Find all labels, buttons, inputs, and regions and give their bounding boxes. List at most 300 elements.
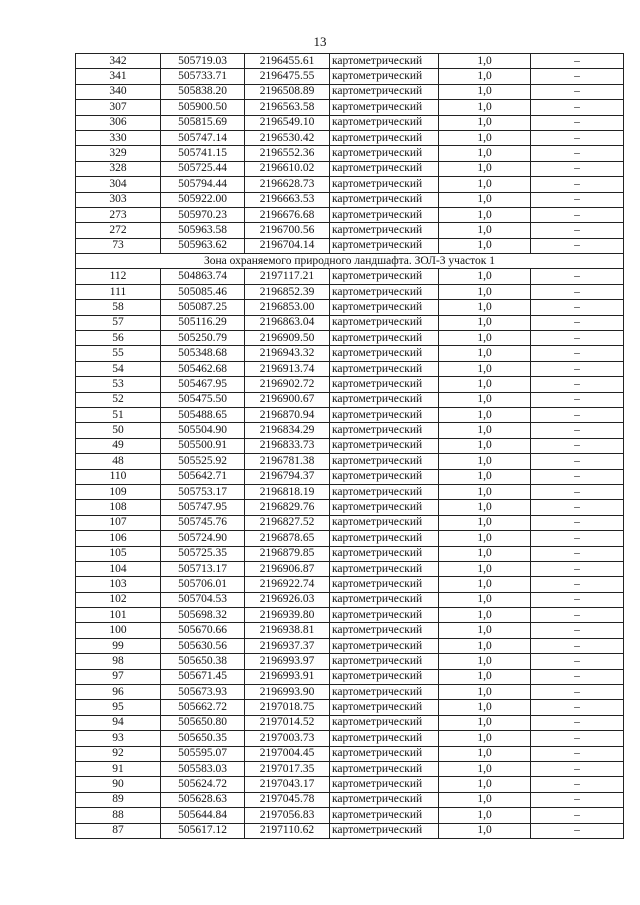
- accuracy-cell: 1,0: [439, 623, 531, 638]
- coord-y-cell: 2197003.73: [245, 731, 330, 746]
- coord-x-cell: 505348.68: [161, 346, 245, 361]
- method-cell: картометрический: [330, 300, 439, 315]
- point-number-cell: 96: [76, 685, 161, 700]
- coord-y-cell: 2196704.14: [245, 238, 330, 253]
- point-number-cell: 52: [76, 392, 161, 407]
- method-cell: картометрический: [330, 331, 439, 346]
- method-cell: картометрический: [330, 654, 439, 669]
- coord-x-cell: 505504.90: [161, 423, 245, 438]
- point-number-cell: 48: [76, 454, 161, 469]
- accuracy-cell: 1,0: [439, 561, 531, 576]
- coord-y-cell: 2196870.94: [245, 407, 330, 422]
- accuracy-cell: 1,0: [439, 84, 531, 99]
- method-cell: картометрический: [330, 561, 439, 576]
- table-row: [76, 238, 624, 253]
- table-row: [76, 223, 624, 238]
- coord-x-cell: 505630.56: [161, 638, 245, 653]
- note-cell: –: [531, 500, 624, 515]
- coord-y-cell: 2196628.73: [245, 177, 330, 192]
- point-number-cell: 73: [76, 238, 161, 253]
- point-number-cell: 306: [76, 115, 161, 130]
- method-cell: картометрический: [330, 284, 439, 299]
- method-cell: картометрический: [330, 546, 439, 561]
- accuracy-cell: 1,0: [439, 115, 531, 130]
- note-cell: –: [531, 54, 624, 69]
- accuracy-cell: 1,0: [439, 777, 531, 792]
- coord-x-cell: 505725.44: [161, 161, 245, 176]
- coord-y-cell: 2197014.52: [245, 715, 330, 730]
- table-row: [76, 284, 624, 299]
- accuracy-cell: 1,0: [439, 177, 531, 192]
- point-number-cell: 303: [76, 192, 161, 207]
- accuracy-cell: 1,0: [439, 592, 531, 607]
- point-number-cell: 56: [76, 331, 161, 346]
- point-number-cell: 91: [76, 761, 161, 776]
- coord-y-cell: 2196563.58: [245, 100, 330, 115]
- table-row: [76, 700, 624, 715]
- method-cell: картометрический: [330, 192, 439, 207]
- coord-x-cell: 505747.95: [161, 500, 245, 515]
- accuracy-cell: 1,0: [439, 269, 531, 284]
- coord-y-cell: 2196676.68: [245, 207, 330, 222]
- coord-x-cell: 505671.45: [161, 669, 245, 684]
- method-cell: картометрический: [330, 84, 439, 99]
- method-cell: картометрический: [330, 531, 439, 546]
- table-row: [76, 146, 624, 161]
- accuracy-cell: 1,0: [439, 346, 531, 361]
- note-cell: –: [531, 623, 624, 638]
- point-number-cell: 93: [76, 731, 161, 746]
- coord-y-cell: 2197004.45: [245, 746, 330, 761]
- table-row: [76, 731, 624, 746]
- note-cell: –: [531, 100, 624, 115]
- coord-y-cell: 2196853.00: [245, 300, 330, 315]
- note-cell: –: [531, 407, 624, 422]
- point-number-cell: 90: [76, 777, 161, 792]
- note-cell: –: [531, 731, 624, 746]
- note-cell: –: [531, 761, 624, 776]
- table-row: [76, 777, 624, 792]
- accuracy-cell: 1,0: [439, 100, 531, 115]
- point-number-cell: 272: [76, 223, 161, 238]
- note-cell: –: [531, 192, 624, 207]
- table-row: [76, 192, 624, 207]
- coord-x-cell: 505725.35: [161, 546, 245, 561]
- method-cell: картометрический: [330, 438, 439, 453]
- method-cell: картометрический: [330, 746, 439, 761]
- point-number-cell: 107: [76, 515, 161, 530]
- accuracy-cell: 1,0: [439, 315, 531, 330]
- note-cell: –: [531, 808, 624, 823]
- coord-x-cell: 505794.44: [161, 177, 245, 192]
- accuracy-cell: 1,0: [439, 207, 531, 222]
- accuracy-cell: 1,0: [439, 700, 531, 715]
- note-cell: –: [531, 515, 624, 530]
- accuracy-cell: 1,0: [439, 669, 531, 684]
- coord-y-cell: 2197117.21: [245, 269, 330, 284]
- note-cell: –: [531, 69, 624, 84]
- coord-y-cell: 2196455.61: [245, 54, 330, 69]
- point-number-cell: 328: [76, 161, 161, 176]
- coord-y-cell: 2197018.75: [245, 700, 330, 715]
- point-number-cell: 103: [76, 577, 161, 592]
- point-number-cell: 53: [76, 377, 161, 392]
- point-number-cell: 58: [76, 300, 161, 315]
- table-row: [76, 623, 624, 638]
- coord-y-cell: 2196900.67: [245, 392, 330, 407]
- note-cell: –: [531, 608, 624, 623]
- method-cell: картометрический: [330, 392, 439, 407]
- coord-y-cell: 2196852.39: [245, 284, 330, 299]
- coord-x-cell: 505724.90: [161, 531, 245, 546]
- note-cell: –: [531, 777, 624, 792]
- coord-y-cell: 2196663.53: [245, 192, 330, 207]
- table-row: [76, 423, 624, 438]
- table-row: [76, 669, 624, 684]
- point-number-cell: 51: [76, 407, 161, 422]
- table-row: [76, 685, 624, 700]
- coord-y-cell: 2196794.37: [245, 469, 330, 484]
- coord-x-cell: 505525.92: [161, 454, 245, 469]
- point-number-cell: 94: [76, 715, 161, 730]
- coord-x-cell: 505970.23: [161, 207, 245, 222]
- table-row: [76, 100, 624, 115]
- note-cell: –: [531, 438, 624, 453]
- accuracy-cell: 1,0: [439, 715, 531, 730]
- point-number-cell: 342: [76, 54, 161, 69]
- coord-x-cell: 505922.00: [161, 192, 245, 207]
- point-number-cell: 307: [76, 100, 161, 115]
- accuracy-cell: 1,0: [439, 238, 531, 253]
- coord-x-cell: 505733.71: [161, 69, 245, 84]
- coord-x-cell: 505644.84: [161, 808, 245, 823]
- method-cell: картометрический: [330, 407, 439, 422]
- point-number-cell: 304: [76, 177, 161, 192]
- method-cell: картометрический: [330, 361, 439, 376]
- point-number-cell: 102: [76, 592, 161, 607]
- accuracy-cell: 1,0: [439, 361, 531, 376]
- accuracy-cell: 1,0: [439, 823, 531, 838]
- method-cell: картометрический: [330, 454, 439, 469]
- point-number-cell: 95: [76, 700, 161, 715]
- table-row: [76, 715, 624, 730]
- note-cell: –: [531, 284, 624, 299]
- coord-y-cell: 2196939.80: [245, 608, 330, 623]
- point-number-cell: 49: [76, 438, 161, 453]
- method-cell: картометрический: [330, 608, 439, 623]
- note-cell: –: [531, 592, 624, 607]
- method-cell: картометрический: [330, 346, 439, 361]
- coordinates-table-body: [76, 54, 624, 839]
- coord-x-cell: 505713.17: [161, 561, 245, 576]
- coord-x-cell: 505617.12: [161, 823, 245, 838]
- method-cell: картометрический: [330, 500, 439, 515]
- method-cell: картометрический: [330, 130, 439, 145]
- point-number-cell: 54: [76, 361, 161, 376]
- table-row: [76, 469, 624, 484]
- method-cell: картометрический: [330, 223, 439, 238]
- coord-x-cell: 505650.38: [161, 654, 245, 669]
- page-number: 13: [313, 34, 327, 49]
- coord-y-cell: 2197017.35: [245, 761, 330, 776]
- accuracy-cell: 1,0: [439, 792, 531, 807]
- table-row: [76, 438, 624, 453]
- coord-y-cell: 2196937.37: [245, 638, 330, 653]
- point-number-cell: 112: [76, 269, 161, 284]
- coord-y-cell: 2196879.85: [245, 546, 330, 561]
- coord-y-cell: 2196508.89: [245, 84, 330, 99]
- note-cell: –: [531, 269, 624, 284]
- note-cell: –: [531, 715, 624, 730]
- note-cell: –: [531, 115, 624, 130]
- coord-x-cell: 505698.32: [161, 608, 245, 623]
- coord-x-cell: 505838.20: [161, 84, 245, 99]
- table-row: [76, 654, 624, 669]
- table-row: [76, 346, 624, 361]
- coord-y-cell: 2196475.55: [245, 69, 330, 84]
- note-cell: –: [531, 331, 624, 346]
- note-cell: –: [531, 238, 624, 253]
- coord-y-cell: 2196610.02: [245, 161, 330, 176]
- section-title: Зона охраняемого природного ландшафта. ЗОЛ-3 участок 1: [76, 254, 624, 269]
- coord-x-cell: 505673.93: [161, 685, 245, 700]
- accuracy-cell: 1,0: [439, 192, 531, 207]
- coord-y-cell: 2196834.29: [245, 423, 330, 438]
- coordinates-table: [75, 53, 624, 839]
- coord-x-cell: 505745.76: [161, 515, 245, 530]
- coord-x-cell: 504863.74: [161, 269, 245, 284]
- accuracy-cell: 1,0: [439, 331, 531, 346]
- accuracy-cell: 1,0: [439, 484, 531, 499]
- note-cell: –: [531, 315, 624, 330]
- method-cell: картометрический: [330, 777, 439, 792]
- coord-x-cell: 505085.46: [161, 284, 245, 299]
- table-row: [76, 161, 624, 176]
- point-number-cell: 109: [76, 484, 161, 499]
- point-number-cell: 105: [76, 546, 161, 561]
- coord-y-cell: 2196993.91: [245, 669, 330, 684]
- note-cell: –: [531, 146, 624, 161]
- coord-y-cell: 2196552.36: [245, 146, 330, 161]
- note-cell: –: [531, 454, 624, 469]
- table-row: [76, 361, 624, 376]
- coord-x-cell: 505488.65: [161, 407, 245, 422]
- coord-x-cell: 505650.80: [161, 715, 245, 730]
- coord-y-cell: 2197043.17: [245, 777, 330, 792]
- note-cell: –: [531, 823, 624, 838]
- coord-x-cell: 505704.53: [161, 592, 245, 607]
- method-cell: картометрический: [330, 731, 439, 746]
- accuracy-cell: 1,0: [439, 300, 531, 315]
- method-cell: картометрический: [330, 823, 439, 838]
- method-cell: картометрический: [330, 207, 439, 222]
- accuracy-cell: 1,0: [439, 746, 531, 761]
- accuracy-cell: 1,0: [439, 531, 531, 546]
- note-cell: –: [531, 177, 624, 192]
- note-cell: –: [531, 700, 624, 715]
- table-row: [76, 561, 624, 576]
- coord-y-cell: 2197045.78: [245, 792, 330, 807]
- table-row: [76, 746, 624, 761]
- table-row: [76, 115, 624, 130]
- coord-y-cell: 2196878.65: [245, 531, 330, 546]
- table-row: [76, 69, 624, 84]
- accuracy-cell: 1,0: [439, 223, 531, 238]
- accuracy-cell: 1,0: [439, 161, 531, 176]
- accuracy-cell: 1,0: [439, 808, 531, 823]
- method-cell: картометрический: [330, 515, 439, 530]
- note-cell: –: [531, 669, 624, 684]
- coord-x-cell: 505753.17: [161, 484, 245, 499]
- point-number-cell: 104: [76, 561, 161, 576]
- method-cell: картометрический: [330, 761, 439, 776]
- method-cell: картометрический: [330, 638, 439, 653]
- table-row: [76, 515, 624, 530]
- note-cell: –: [531, 685, 624, 700]
- table-row: [76, 638, 624, 653]
- coord-y-cell: 2196902.72: [245, 377, 330, 392]
- method-cell: картометрический: [330, 469, 439, 484]
- table-row: [76, 377, 624, 392]
- note-cell: –: [531, 469, 624, 484]
- point-number-cell: 88: [76, 808, 161, 823]
- coord-x-cell: 505467.95: [161, 377, 245, 392]
- note-cell: –: [531, 300, 624, 315]
- note-cell: –: [531, 392, 624, 407]
- point-number-cell: 106: [76, 531, 161, 546]
- point-number-cell: 341: [76, 69, 161, 84]
- method-cell: картометрический: [330, 484, 439, 499]
- table-row: [76, 546, 624, 561]
- coord-y-cell: 2196549.10: [245, 115, 330, 130]
- method-cell: картометрический: [330, 54, 439, 69]
- table-row: [76, 500, 624, 515]
- note-cell: –: [531, 746, 624, 761]
- accuracy-cell: 1,0: [439, 392, 531, 407]
- accuracy-cell: 1,0: [439, 731, 531, 746]
- coord-x-cell: 505642.71: [161, 469, 245, 484]
- coord-x-cell: 505650.35: [161, 731, 245, 746]
- coord-y-cell: 2196833.73: [245, 438, 330, 453]
- accuracy-cell: 1,0: [439, 454, 531, 469]
- accuracy-cell: 1,0: [439, 407, 531, 422]
- table-row: [76, 331, 624, 346]
- method-cell: картометрический: [330, 700, 439, 715]
- coord-x-cell: 505662.72: [161, 700, 245, 715]
- method-cell: картометрический: [330, 146, 439, 161]
- point-number-cell: 110: [76, 469, 161, 484]
- coord-x-cell: 505706.01: [161, 577, 245, 592]
- accuracy-cell: 1,0: [439, 500, 531, 515]
- method-cell: картометрический: [330, 685, 439, 700]
- point-number-cell: 55: [76, 346, 161, 361]
- coord-y-cell: 2196781.38: [245, 454, 330, 469]
- table-row: [76, 392, 624, 407]
- table-row: [76, 130, 624, 145]
- table-row: [76, 207, 624, 222]
- point-number-cell: 101: [76, 608, 161, 623]
- accuracy-cell: 1,0: [439, 761, 531, 776]
- point-number-cell: 99: [76, 638, 161, 653]
- table-row: [76, 300, 624, 315]
- note-cell: –: [531, 484, 624, 499]
- method-cell: картометрический: [330, 792, 439, 807]
- section-header-row: [76, 254, 624, 269]
- coord-y-cell: 2196818.19: [245, 484, 330, 499]
- accuracy-cell: 1,0: [439, 469, 531, 484]
- coord-x-cell: 505747.14: [161, 130, 245, 145]
- note-cell: –: [531, 377, 624, 392]
- method-cell: картометрический: [330, 177, 439, 192]
- note-cell: –: [531, 531, 624, 546]
- method-cell: картометрический: [330, 377, 439, 392]
- coord-x-cell: 505250.79: [161, 331, 245, 346]
- point-number-cell: 329: [76, 146, 161, 161]
- table-row: [76, 761, 624, 776]
- point-number-cell: 340: [76, 84, 161, 99]
- point-number-cell: 273: [76, 207, 161, 222]
- accuracy-cell: 1,0: [439, 515, 531, 530]
- accuracy-cell: 1,0: [439, 685, 531, 700]
- coord-y-cell: 2196827.52: [245, 515, 330, 530]
- coord-x-cell: 505628.63: [161, 792, 245, 807]
- coord-x-cell: 505475.50: [161, 392, 245, 407]
- coord-x-cell: 505900.50: [161, 100, 245, 115]
- coord-y-cell: 2196909.50: [245, 331, 330, 346]
- note-cell: –: [531, 561, 624, 576]
- table-row: [76, 823, 624, 838]
- point-number-cell: 98: [76, 654, 161, 669]
- coord-x-cell: 505719.03: [161, 54, 245, 69]
- method-cell: картометрический: [330, 623, 439, 638]
- note-cell: –: [531, 346, 624, 361]
- point-number-cell: 50: [76, 423, 161, 438]
- coord-x-cell: 505500.91: [161, 438, 245, 453]
- method-cell: картометрический: [330, 577, 439, 592]
- method-cell: картометрический: [330, 269, 439, 284]
- coord-y-cell: 2196993.97: [245, 654, 330, 669]
- coord-y-cell: 2196926.03: [245, 592, 330, 607]
- accuracy-cell: 1,0: [439, 423, 531, 438]
- table-row: [76, 54, 624, 69]
- accuracy-cell: 1,0: [439, 69, 531, 84]
- note-cell: –: [531, 130, 624, 145]
- accuracy-cell: 1,0: [439, 54, 531, 69]
- coord-y-cell: 2196913.74: [245, 361, 330, 376]
- method-cell: картометрический: [330, 592, 439, 607]
- accuracy-cell: 1,0: [439, 377, 531, 392]
- point-number-cell: 100: [76, 623, 161, 638]
- accuracy-cell: 1,0: [439, 608, 531, 623]
- note-cell: –: [531, 361, 624, 376]
- point-number-cell: 111: [76, 284, 161, 299]
- method-cell: картометрический: [330, 100, 439, 115]
- coord-y-cell: 2197110.62: [245, 823, 330, 838]
- accuracy-cell: 1,0: [439, 638, 531, 653]
- method-cell: картометрический: [330, 715, 439, 730]
- method-cell: картометрический: [330, 69, 439, 84]
- point-number-cell: 87: [76, 823, 161, 838]
- method-cell: картометрический: [330, 161, 439, 176]
- table-row: [76, 792, 624, 807]
- table-row: [76, 484, 624, 499]
- note-cell: –: [531, 161, 624, 176]
- table-row: [76, 592, 624, 607]
- coord-y-cell: 2196700.56: [245, 223, 330, 238]
- note-cell: –: [531, 423, 624, 438]
- point-number-cell: 89: [76, 792, 161, 807]
- note-cell: –: [531, 638, 624, 653]
